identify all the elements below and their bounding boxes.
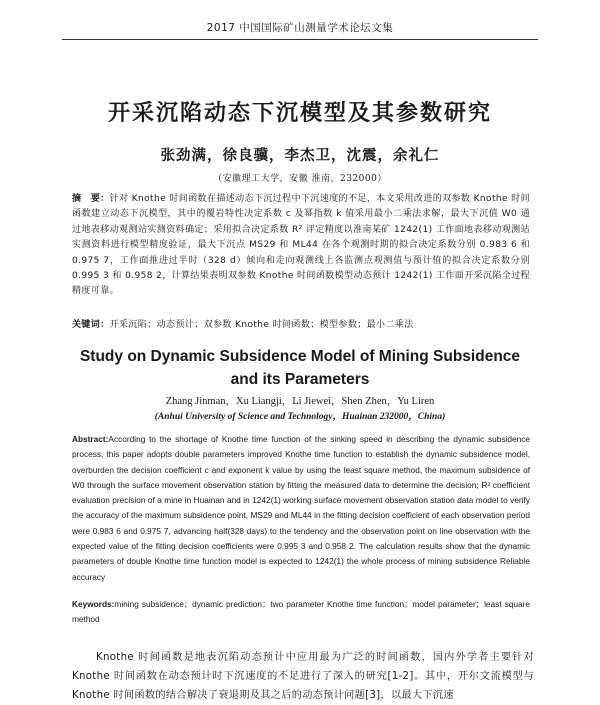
english-abstract [72, 432, 530, 585]
english-title-line1: Study on Dynamic Subsidence Model of Mining Subsidence [79, 348, 521, 365]
english-abstract-text: According to the shortage of Knothe time function of the sinking speed in describing the dynamic subsidence process, this paper adopts double parameters improved Knothe time function to establish the dynamic subsidence model, overburden the decision coefficient c and exponent k value by using the least square method, the maximum subsidence of W0 through the surface movement observation station by fitting the measured data to determine the decision; R² coefficient evaluation precision of a mine in Huainan and in 1242(1) working surface movement observation station data model to verify the accuracy of the maximum subsidence point, MS29 and ML44 in the fitting decision coefficient of each observation period were 0.983 6 and 0.975 7, advancing half(328 days) to the tendency and the observation point on line observation with the expected value of the fitting decision coefficients were 0.995 3 and 0.958 2. The calculation results show that the dynamic parameters of double Knothe time function model is expected to 1242(1) the whole process of mining subsidence Reliable accuracy [72, 434, 530, 582]
chinese-keywords-text: 开采沉陷；动态预计；双参数 Knothe 时间函数；模型参数；最小二乘法 [109, 320, 414, 330]
english-title [0, 345, 600, 391]
english-keywords-text: mining subsidence；dynamic prediction；two parameter Knothe time function；model parameter；least square method [72, 599, 530, 625]
chinese-affiliation: （安徽理工大学，安徽 淮南，232000） [213, 174, 387, 184]
chinese-keywords-label: 关键词： [72, 320, 110, 330]
english-authors: Zhang Jinman，Xu Liangji，Li Jiewei，Shen Zhen，Yu Liren [165, 396, 435, 407]
chinese-authors: 张劲满，徐良骥，李杰卫，沈震，余礼仁 [160, 148, 440, 164]
english-keywords [72, 597, 530, 628]
chinese-keywords [72, 318, 530, 333]
chinese-title: 开采沉陷动态下沉模型及其参数研究 [107, 100, 492, 126]
english-affiliation: (Anhui University of Science and Technology，Huainan 232000，China) [154, 412, 446, 422]
chinese-abstract-label: 摘 要： [72, 194, 110, 204]
english-keywords-label: Keywords: [72, 599, 115, 609]
running-header: 2017 中国国际矿山测量学术论坛文集 [206, 22, 394, 34]
english-abstract-label: Abstract: [72, 434, 109, 444]
header-rule [62, 39, 538, 40]
body-paragraph: Knothe 时间函数是地表沉陷动态预计中应用最为广泛的时间函数，国内外学者主要针对 Knothe 时间函数在动态预计时下沉速度的不足进行了深入的研究[1-2]。其中，开尔文流模型与 Knothe 时间函数的结合解决了衰退期及其之后的动态预计问题[3]，以最大下沉速 [72, 652, 534, 701]
chinese-abstract [72, 192, 530, 300]
english-title-line2: and its Parameters [230, 371, 370, 388]
chinese-abstract-text: 针对 Knothe 时间函数在描述动态下沉过程中下沉速度的不足，本文采用改进的双参数 Knothe 时间函数建立动态下沉模型，其中的覆岩特性决定系数 c 及幂指数 k 值采用最小二乘法求解，最大下沉值 W0 通过地表移动观测站实测资料确定；采用拟合决定系数 R² 评定精度以淮南某矿 1242(1) 工作面地表移动观测站实测资料进行模型精度验证，最大下沉点 MS29 和 ML44 在各个观测时期的拟合决定系数分别 0.983 6 和 0.975 7，工作面推进过半时（328 d）倾向和走向观测线上各监测点观测值与预计值的拟合决定系数分别 0.995 3 和 0.958 2，计算结果表明双参数 Knothe 时间函数模型动态预计 1242(1) 工作面开采沉陷全过程精度可靠。 [72, 194, 531, 297]
